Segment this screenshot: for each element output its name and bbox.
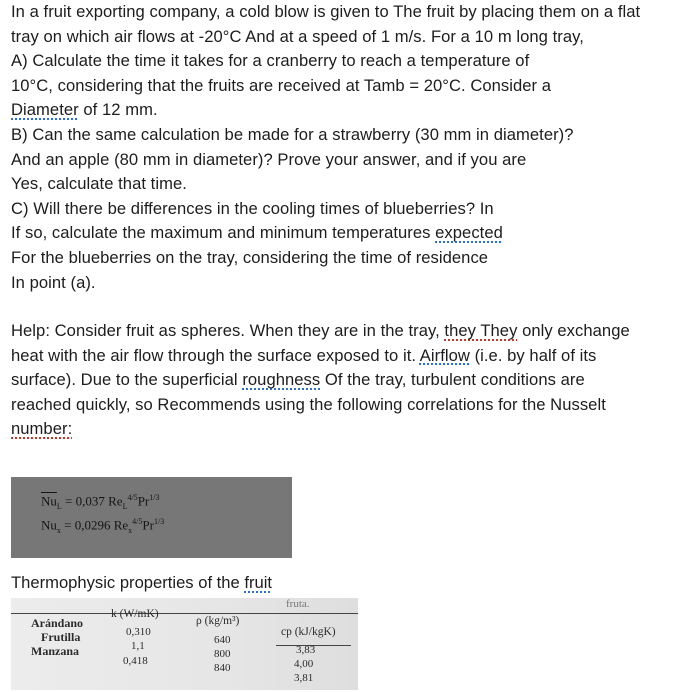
problem-line: For the blueberries on the tray, considering the time of residence bbox=[11, 247, 489, 267]
problem-line-diameter: Diameter of 12 mm. bbox=[11, 100, 158, 120]
nusselt-formula-average: $\overline{Nu}_L = 0,037$ $Re_L^{4/5}Pr^{1/3}$ bbox=[41, 493, 160, 511]
cell-cp: 3,81 bbox=[294, 672, 314, 684]
problem-line: 10°C, considering that the fruits are received at Tamb = 20°C. Consider a bbox=[11, 75, 552, 95]
problem-statement bbox=[11, 0, 697, 295]
cell-rho: 800 bbox=[214, 648, 231, 660]
cell-cp: 4,00 bbox=[294, 658, 314, 670]
help-line: heat with the air flow through the surface exposed to it. Airflow (i.e. by half of its bbox=[11, 345, 597, 365]
spellcheck-word: expected bbox=[435, 223, 503, 243]
spellcheck-word: number: bbox=[11, 419, 73, 439]
help-line: surface). Due to the superficial roughness Of the tray, turbulent conditions are bbox=[11, 370, 585, 390]
cell-rho: 840 bbox=[214, 662, 231, 674]
problem-line: A) Calculate the time it takes for a cranberry to reach a temperature of bbox=[11, 51, 530, 71]
problem-line: In a fruit exporting company, a cold blow is given to The fruit by placing them on a flat bbox=[11, 2, 641, 21]
cell-k: 0,310 bbox=[126, 626, 151, 638]
table-top-rule bbox=[11, 613, 358, 614]
spellcheck-word: roughness bbox=[242, 370, 321, 390]
problem-line: Yes, calculate that time. bbox=[11, 174, 187, 194]
help-paragraph bbox=[11, 319, 697, 442]
help-line: reached quickly, so Recommends using the following correlations for the Nusselt bbox=[11, 394, 606, 414]
problem-line: If so, calculate the maximum and minimum temperatures expected bbox=[11, 223, 503, 243]
cell-cp: 3,83 bbox=[296, 644, 316, 656]
spellcheck-word: Airflow bbox=[419, 345, 470, 365]
problem-line: In point (a). bbox=[11, 272, 96, 292]
row-name: Manzana bbox=[31, 644, 79, 658]
help-line: Help: Consider fruit as spheres. When they are in the tray, they They only exchange bbox=[11, 321, 630, 340]
help-line bbox=[11, 417, 697, 442]
cell-k: 1,1 bbox=[131, 640, 145, 652]
header-rho: ρ (kg/m³) bbox=[196, 615, 240, 627]
properties-title bbox=[11, 571, 272, 595]
problem-line: C) Will there be differences in the cooling times of blueberries? In bbox=[11, 198, 494, 218]
nusselt-formula-local: $Nu_x = 0,0296$ $Re_x^{4/5}Pr^{1/3}$ bbox=[41, 517, 165, 535]
spellcheck-word: Diameter bbox=[11, 100, 79, 120]
spellcheck-word: fruit bbox=[244, 573, 273, 592]
properties-table-image bbox=[11, 598, 358, 690]
header-cp: cp (kJ/kgK) bbox=[281, 626, 336, 638]
spellcheck-word: they They bbox=[444, 321, 518, 340]
properties-title-text: Thermophysic properties of the fruit bbox=[11, 573, 273, 592]
row-name: Frutilla bbox=[41, 630, 81, 644]
row-name: Arándano bbox=[31, 616, 84, 630]
header-k: k (W/mK) bbox=[111, 608, 159, 620]
cell-rho: 640 bbox=[214, 634, 231, 646]
cropped-header-text: fruta. bbox=[286, 598, 310, 610]
cell-k: 0,418 bbox=[123, 655, 148, 667]
nusselt-formula-image bbox=[11, 477, 292, 558]
problem-line: tray on which air flows at -20°C And at a speed of 1 m/s. For a 10 m long tray, bbox=[11, 26, 584, 46]
problem-line: And an apple (80 mm in diameter)? Prove your answer, and if you are bbox=[11, 149, 527, 169]
problem-line: B) Can the same calculation be made for a strawberry (30 mm in diameter)? bbox=[11, 124, 574, 144]
